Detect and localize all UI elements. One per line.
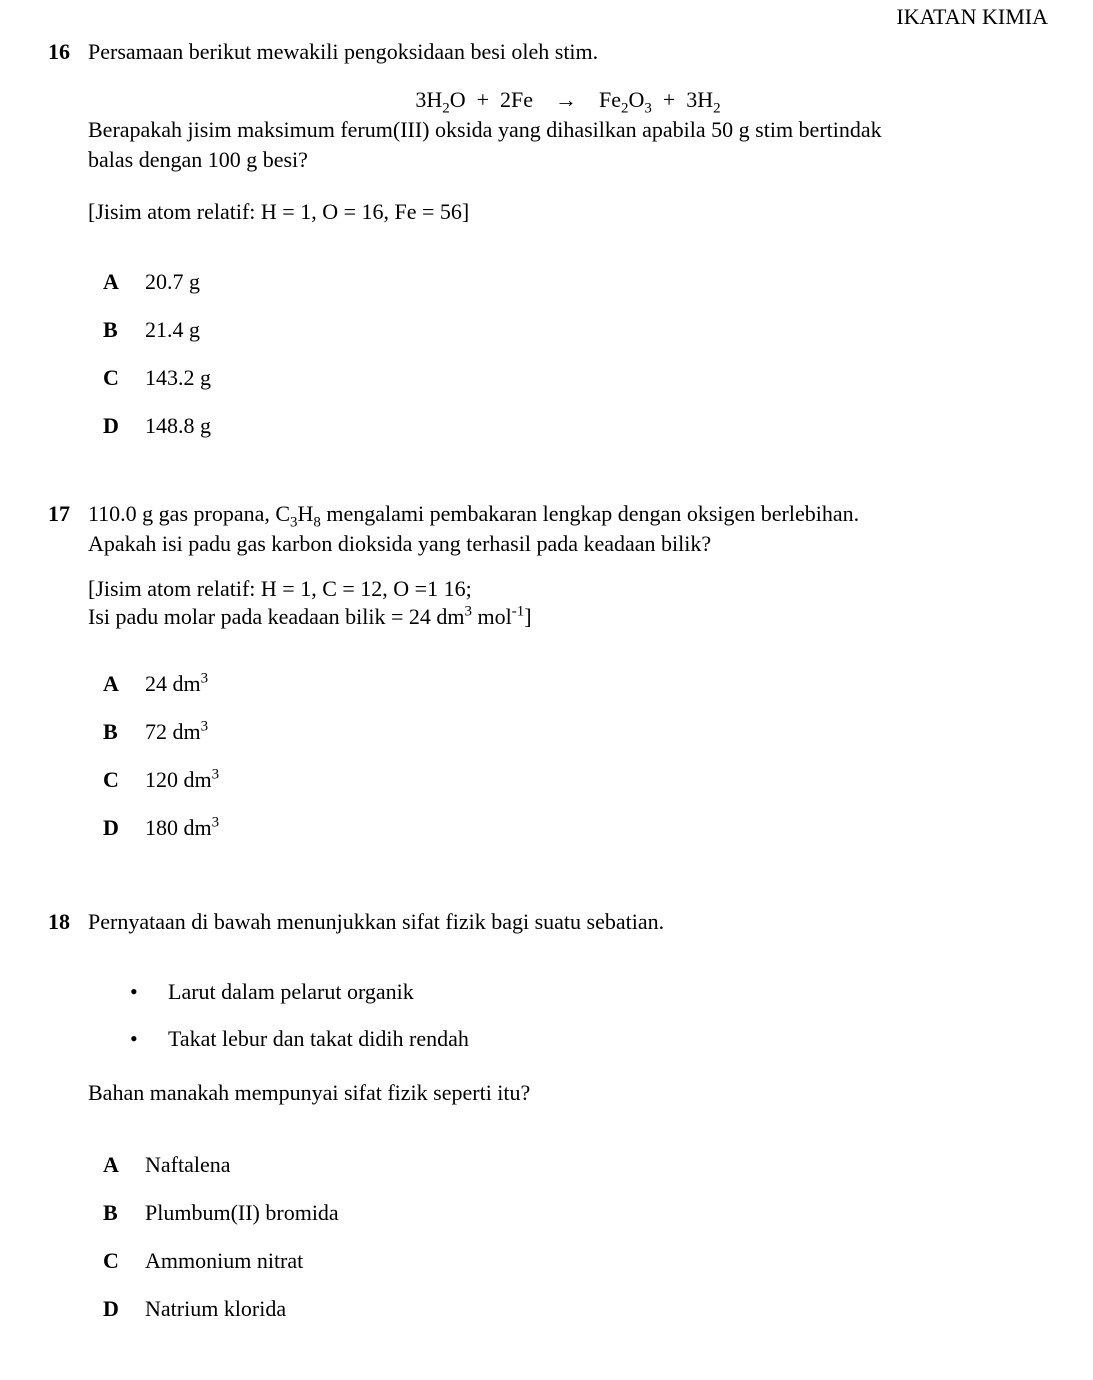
bullet-icon: • — [130, 1026, 138, 1051]
option-value: Ammonium nitrat — [145, 1248, 304, 1273]
option-letter: C — [103, 1248, 119, 1273]
question-body — [88, 37, 1048, 459]
option-value: 72 $dm^3$ — [145, 718, 209, 744]
option-letter: A — [103, 269, 119, 294]
option-row — [103, 267, 1048, 297]
question-text-line: Berapakah jisim maksimum ferum(III) oksida yang dihasilkan apabila 50 g stim bertindak — [88, 117, 882, 142]
option-letter: C — [103, 365, 119, 390]
option-letter: B — [103, 317, 118, 342]
option-value: Natrium klorida — [145, 1296, 287, 1321]
option-row — [103, 363, 1048, 393]
relative-mass-note — [88, 575, 1048, 631]
question-body — [88, 907, 1048, 1342]
question-16 — [0, 37, 1093, 459]
question-body — [88, 499, 1048, 861]
question-intro: Persamaan berikut mewakili pengoksidaan besi oleh stim. — [88, 39, 599, 64]
option-row — [103, 813, 1048, 843]
option-value: 24 $dm^3$ — [145, 670, 209, 696]
question-number: 17 — [48, 501, 70, 526]
question-paragraph — [88, 115, 1048, 175]
option-value: 120 $dm^3$ — [145, 766, 220, 792]
chemical-equation: $3H_2O + 2Fe$ → $Fe_2O_3 + 3H_2$ — [415, 87, 721, 117]
note-line: Isi padu molar pada keadaan bilik = 24 $dm^3$ mol$^{-1}$] — [88, 603, 532, 629]
option-row — [103, 315, 1048, 345]
question-intro: 110.0 g gas propana, $C_3H_8$ mengalami pembakaran lengkap dengan oksigen berlebihan. — [88, 501, 860, 531]
question-text-line: Bahan manakah mempunyai sifat fizik seperti itu? — [88, 1080, 531, 1105]
option-value: 143.2 g — [145, 365, 211, 390]
option-row — [103, 1294, 1048, 1324]
option-value: 148.8 g — [145, 413, 211, 438]
option-value: 21.4 g — [145, 317, 200, 342]
bullet-icon: • — [130, 979, 138, 1004]
option-letter: A — [103, 671, 119, 696]
options-list — [103, 1150, 1048, 1324]
bullet-item — [130, 1024, 1048, 1054]
question-18 — [0, 907, 1093, 1342]
page-header-title: IKATAN KIMIA — [896, 4, 1048, 29]
bullet-text: Takat lebur dan takat didih rendah — [168, 1026, 469, 1051]
option-row — [103, 1198, 1048, 1228]
property-bullet-list — [130, 977, 1048, 1054]
option-letter: D — [103, 413, 119, 438]
option-row — [103, 669, 1048, 699]
question-intro: Pernyataan di bawah menunjukkan sifat fizik bagi suatu sebatian. — [88, 909, 665, 934]
option-letter: A — [103, 1152, 119, 1177]
question-17 — [0, 499, 1093, 861]
option-value: 20.7 g — [145, 269, 200, 294]
option-letter: B — [103, 719, 118, 744]
question-text-line: Apakah isi padu gas karbon dioksida yang terhasil pada keadaan bilik? — [88, 531, 712, 556]
question-text-line: balas dengan 100 g besi? — [88, 147, 308, 172]
option-value: Plumbum(II) bromida — [145, 1200, 339, 1225]
option-value: Naftalena — [145, 1152, 231, 1177]
bullet-text: Larut dalam pelarut organik — [168, 979, 414, 1004]
option-letter: D — [103, 1296, 119, 1321]
question-number: 18 — [48, 909, 70, 934]
option-value: 180 $dm^3$ — [145, 814, 220, 840]
note-line: [Jisim atom relatif: H = 1, C = 12, O =1 16; — [88, 576, 472, 601]
options-list — [103, 669, 1048, 843]
option-letter: C — [103, 767, 119, 792]
option-row — [103, 411, 1048, 441]
question-number: 16 — [48, 39, 70, 64]
option-letter: D — [103, 815, 119, 840]
option-row — [103, 765, 1048, 795]
bullet-item — [130, 977, 1048, 1007]
options-list — [103, 267, 1048, 441]
relative-mass-note: [Jisim atom relatif: H = 1, O = 16, Fe = 56] — [88, 199, 470, 224]
option-letter: B — [103, 1200, 118, 1225]
option-row — [103, 717, 1048, 747]
option-row — [103, 1246, 1048, 1276]
option-row — [103, 1150, 1048, 1180]
